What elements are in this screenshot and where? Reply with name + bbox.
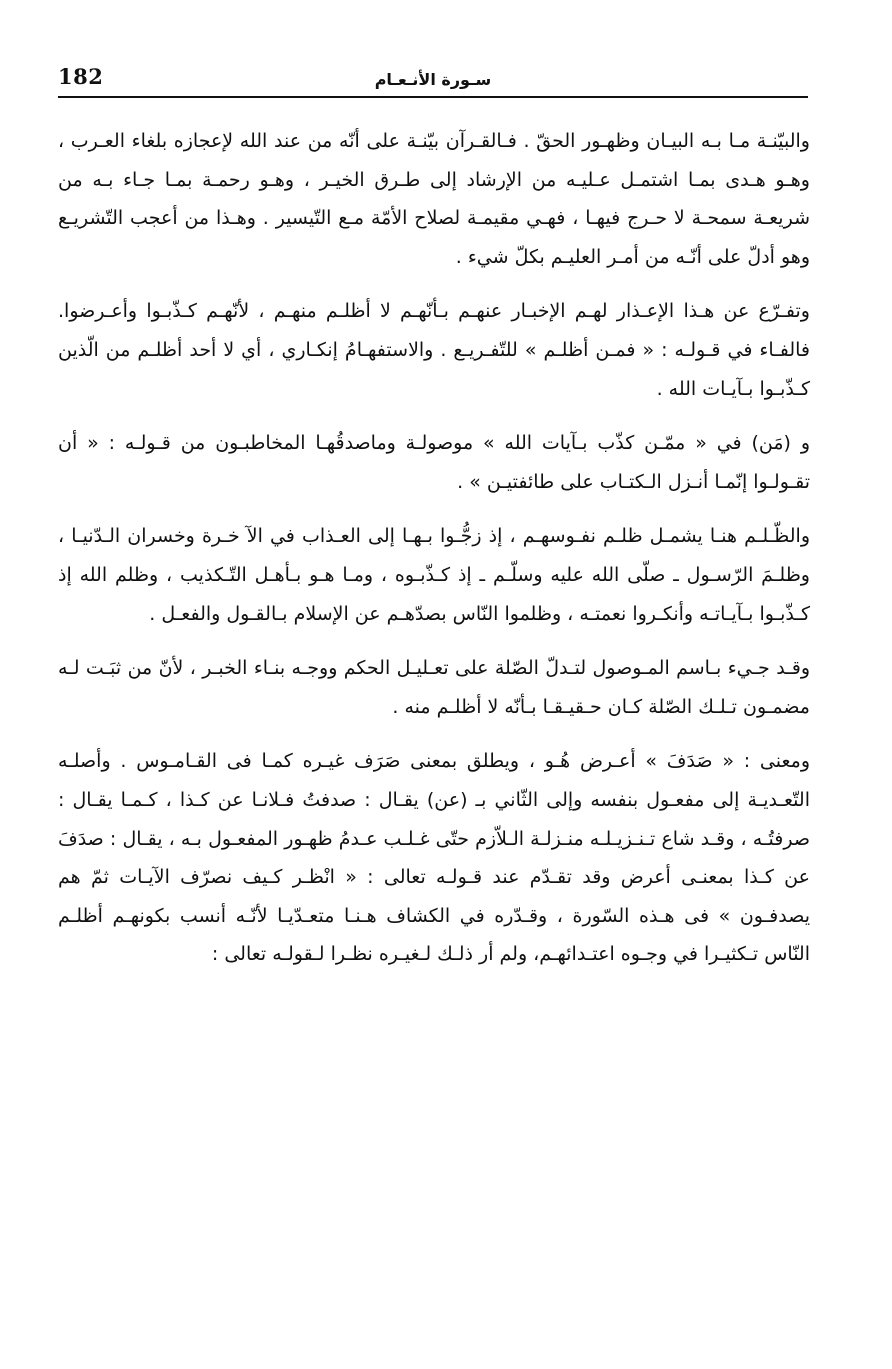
- paragraph: وتفـرّع عن هـذا الإعـذار لهـم الإخبـار عنهـم بـأنّهـم لا أظلـم منهـم ، لأنّهـم كـذّبـوا وأعـرضوا. فالفـاء في قـولـه : « فمـن أظلـم » للتّفـريـع . والاستفهـامُ إنكـاري ، أي لا أحد أظلـم من الّذين كـذّبـوا بـآيـات الله .: [58, 300, 810, 400]
- body-text: [58, 122, 810, 990]
- paragraph: والظّـلـم هنـا يشمـل ظلـم نفـوسهـم ، إذ زجُّـوا بـهـا إلى العـذاب في الآ خـرة وخسران الـدّنيـا ، وظلـمَ الرّسـول ـ صلّى الله عليه وسلّـم ـ إذ كـذّبـوه ، ومـا هـو بـأهـل التّـكذيب ، وظلم الله إذ كـذّبـوا بـآيـاتـه وأنكـروا نعمتـه ، وظلموا النّاس بصدّهـم عن الإسلام بـالقـول والفعـل .: [58, 525, 810, 625]
- running-title: سـورة الأنـعـام: [374, 70, 492, 89]
- paragraph: ومعنى : « صَدَفَ » أعـرض هُـو ، ويطلق بمعنى صَرَف غيـره كمـا فى القـامـوس . وأصلـه التّعـديـة إلى مفعـول بنفسه وإلى الثّاني بـ (عن) يقـال : صدفتُ فـلانـا عن كـذا ، كـمـا يقـال : صرفتُـه ، وقـد شاع تـنـزيـلـه منـزلـة الـلاّزم حتّى غـلـب عـدمُ ظهـور المفعـول بـه ، يقـال : صدَفَ عن كـذا بمعنـى أعرض وقد تقـدّم عند قـولـه تعالى : « انْظـر كـيف نصرّف الآيـات ثمّ هم يصدفـون » فى هـذه السّورة ، وقـدّره في الكشاف هـنـا متعـدّيـا لأنّـه أنسب بكونهـم أظلـم النّاس تـكثيـرا في وجـوه اعتـدائهـم، ولم أر ذلـك لـغيـره نظـرا لـقولـه تعالى :: [58, 750, 810, 966]
- page-number: 182: [58, 64, 104, 89]
- page-header: [58, 60, 808, 100]
- paragraph: والبيّنـة مـا بـه البيـان وظهـور الحقّ . فـالقـرآن بيّنـة على أنّه من عند الله لإعجازه بلغاء العـرب ، وهـو هـدى بمـا اشتمـل عـليـه من الإرشاد إلى طـرق الخيـر ، وهـو رحمـة بمـا جـاء بـه من شريعـة سمحـة لا حـرج فيهـا ، فهـي مقيمـة لصلاح الأمّة مـع التّيسير . وهـذا من أعجب التّشريـع وهو أدلّ على أنّـه من أمـر العليـم بكلّ شيء .: [58, 130, 810, 268]
- header-rule: [58, 96, 808, 98]
- paragraph: وقـد جـيء بـاسم المـوصول لتـدلّ الصّلة على تعـليـل الحكم ووجـه بنـاء الخبـر ، لأنّ من ثبَـت لـه مضمـون تـلـك الصّلة كـان حـقيـقـا بـأنّه لا أظلـم منه .: [58, 657, 810, 718]
- paragraph: و (مَن) في « ممّـن كذّب بـآيات الله » موصولـة وماصدقُهـا المخاطبـون من قـولـه : « أن تقـولـوا إنّمـا أنـزل الـكتـاب على طائفتيـن » .: [58, 432, 810, 493]
